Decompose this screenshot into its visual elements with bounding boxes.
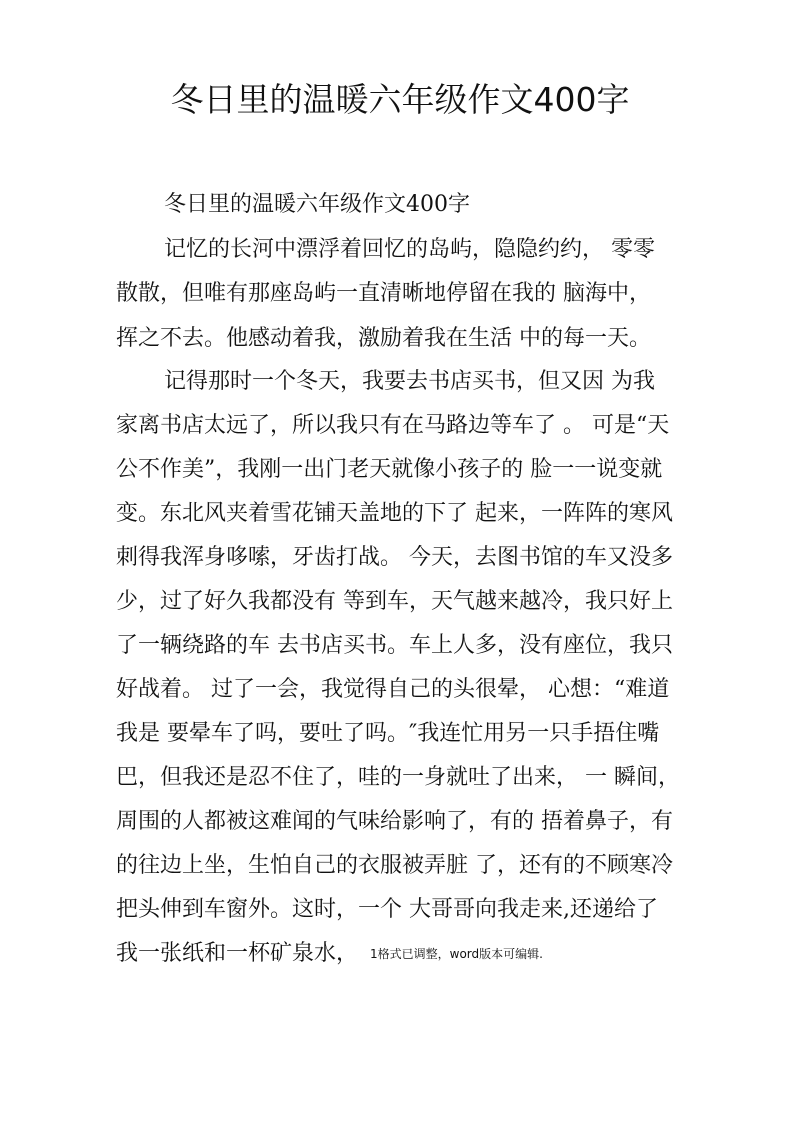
text-line-8: 刺得我浑身哆嗦，牙齿打战。 今天，去图书馆的车又没多 [116, 545, 673, 570]
text-line-13: 巴，但我还是忍不住了，哇的一身就吐了出来， 一 瞬间， [116, 765, 680, 790]
text-line-6: 公不作美”，我刚一出门老天就像小孩子的 脸一一说变就 [116, 457, 663, 482]
text-line-5: 家离书店太远了，所以我只有在马路边等车了 。 可是“天 [116, 413, 670, 438]
text-line-16: 把头伸到车窗外。这时，一个 大哥哥向我走来,还递给了 [116, 897, 658, 922]
text-line-7: 变。东北风夹着雪花铺天盖地的下了 起来，一阵阵的寒风 [116, 501, 673, 526]
text-line-15: 的往边上坐，生怕自己的衣服被弄脏 了，还有的不顾寒冷 [116, 853, 673, 878]
text-line-17-content: 我一张纸和一杯矿泉水， [116, 941, 359, 966]
text-line-12: 我是 要晕车了吗，要吐了吗。″我连忙用另一只手捂住嘴 [116, 721, 660, 746]
text-line-10: 了一辆绕路的车 去书店买书。车上人多，没有座位，我只 [116, 633, 673, 658]
text-line-17 [116, 939, 543, 969]
document-title: 冬日里的温暖六年级作文400字 [170, 80, 630, 119]
format-note: 1格式已调整，word版本可编辑. [370, 947, 543, 961]
text-line-11: 好战着。 过了一会，我觉得自己的头很晕， 心想：“难道 [116, 677, 670, 702]
text-line-14: 周围的人都被这难闻的气味给影响了，有的 捂着鼻子，有 [116, 809, 673, 834]
text-line-3: 挥之不去。他感动着我，激励着我在生活 中的每一天。 [116, 326, 651, 351]
text-line-2: 散散，但唯有那座岛屿一直清晰地停留在我的 脑海中， [116, 281, 651, 306]
text-line-9: 少，过了好久我都没有 等到车，天气越来越冷，我只好上 [116, 589, 673, 614]
text-line-4: 记得那时一个冬天，我要去书店买书，但又因 为我 [164, 369, 655, 394]
text-line-1: 记忆的长河中漂浮着回忆的岛屿，隐隐约约， 零零 [164, 237, 655, 262]
subtitle-line: 冬日里的温暖六年级作文400字 [164, 192, 470, 217]
